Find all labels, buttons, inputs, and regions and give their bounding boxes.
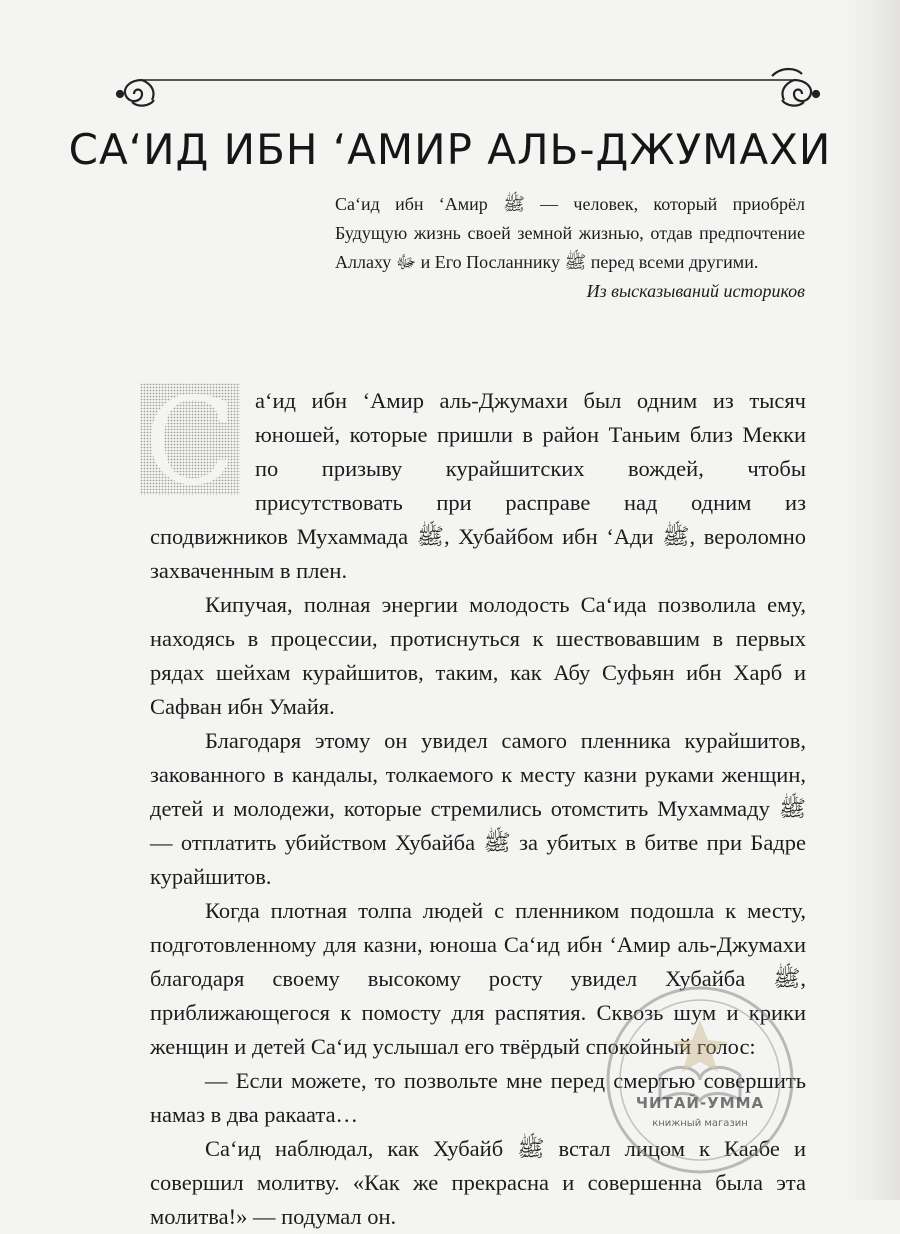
paragraph: Са‘ид наблюдал, как Хубайб ﷺ встал лицом к Каабе и совершил молитву. «Как же прекрасна и совершенна была эта молитва!» — подумал он. [150, 1136, 806, 1229]
epigraph-source: Из высказываний историков [586, 281, 805, 301]
header-ornament [112, 62, 824, 112]
watermark-subtitle: книжный магазин [652, 1118, 748, 1129]
paragraph: Благодаря этому он увидел самого пленника курайшитов, закованного в кандалы, толкаемого к месту казни руками женщин, детей и молодежи, которые стремились отомстить Мухаммаду ﷺ — отплатить убийством Хубайба ﷺ за убитых в битве при Бадре курайшитов. [150, 728, 806, 889]
watermark-brand: ЧИТАЙ-УММА [635, 1094, 765, 1112]
paragraph: Кипучая, полная энергии молодость Са‘ида позволила ему, находясь в процессии, протиснуться к шествовавшим в первых рядах шейхам курайшитов, таким, как Абу Суфьян ибн Харб и Сафван ибн Умайя. [150, 592, 806, 719]
epigraph [335, 190, 805, 306]
dropcap-letter: С [144, 383, 236, 495]
epigraph-text: Са‘ид ибн ‘Амир ﷺ — человек, который приобрёл Будущую жизнь своей земной жизнью, отдав предпочтение Аллаху ﷻ и Его Посланнику ﷺ перед всеми другими. [335, 194, 805, 272]
paragraph: — Если можете, то позвольте мне перед смертью совершить намаз в два ракаата… [150, 1068, 806, 1127]
chapter-title: СА‘ИД ИБН ‘АМИР АЛЬ-ДЖУМАХИ [68, 125, 832, 174]
page-edge [844, 0, 900, 1200]
paragraph: а‘ид ибн ‘Амир аль-Джумахи был одним из тысяч юношей, которые пришли в район Таньим близ Мекки по призыву курайшитских вождей, чтобы присутствовать при расправе над одним из сподвижников Мухаммада ﷺ, Хубайбом ибн ‘Ади ﷺ, вероломно захваченным в плен. [150, 388, 806, 583]
paragraph: Когда плотная толпа людей с пленником подошла к месту, подготовленному для казни, юноша Са‘ид ибн ‘Амир аль-Джумахи благодаря своему высокому росту увидел Хубайба ﷺ, приближающегося к помосту для распятия. Сквозь шум и крики женщин и детей Са‘ид услышал его твёрдый спокойный голос: [150, 898, 806, 1059]
watermark-logo [600, 980, 800, 1180]
